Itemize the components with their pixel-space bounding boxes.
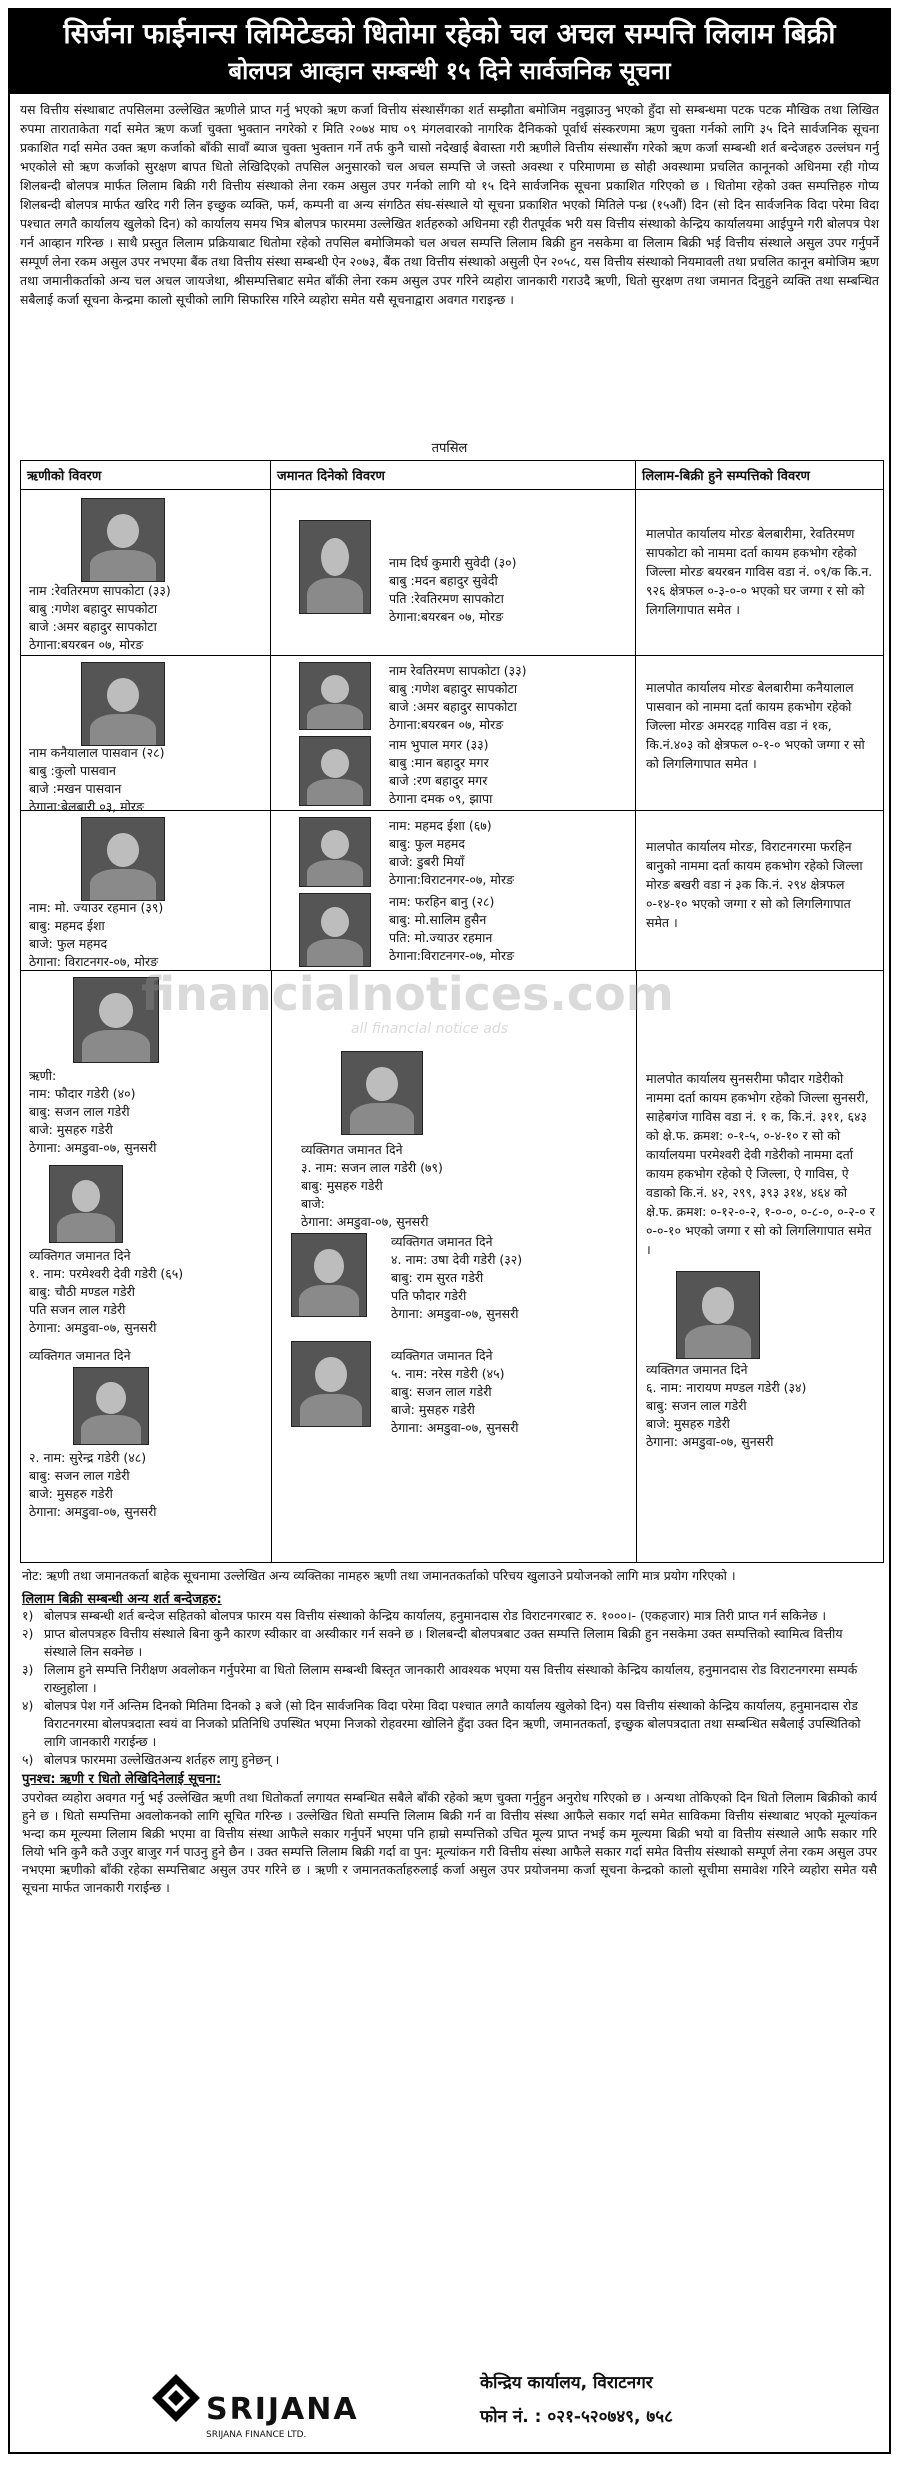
guarantor-details: व्यक्तिगत जमानत दिने ६. नाम: नारायण मण्डल गडेरी (३४) बाबु: सजन लाल गडेरी बाजे: मुसहरु गडेरी ठेगाना: अमडुवा-०७, सुनसरी — [646, 1362, 807, 1449]
property-cell — [636, 490, 884, 656]
guarantor-details: व्यक्तिगत जमानत दिने ३. नाम: सजन लाल गडेरी (७९) बाबु: मुसहरु गडेरी बाजे: ठेगाना: अमडुवा-०७, सुनसरी — [301, 1142, 443, 1229]
notice-page — [8, 8, 891, 2454]
list-item: २) प्राप्त बोलपत्रहरु वित्तीय संस्थाले बिना कुनै कारण स्वीकार वा अस्वीकार गर्न सक्ने छ । शिलबन्दी बोलपत्रबाट उक्त सम्पत्ति लिलाम बिक्री हुन नसकेमा उक्त सम्पत्तिको स्वामित्व वित्तीय संस्थाले लिन सक्नेछ । — [22, 1626, 843, 1659]
guarantor-photo — [291, 1233, 367, 1317]
property-cell — [636, 656, 884, 811]
borrower-cell — [21, 490, 271, 656]
col-header-property: लिलाम-बिक्री हुने सम्पत्तिको विवरण — [636, 461, 884, 490]
header-subtitle: बोलपत्र आव्हान सम्बन्धी १५ दिने सार्वजनिक सूचना — [228, 57, 671, 85]
borrower-details: नाम :रेवतिरमण सापकोटा (३३) बाबु :गणेश बहादुर सापकोटा बाजे :अमर बहादुर सापकोटा ठेगाना:बयरबन ०७, मोरङ — [29, 583, 171, 652]
header-title: सिर्जना फाईनान्स लिमिटेडको धितोमा रहेको चल अचल सम्पत्ति लिलाम बिक्री — [63, 17, 836, 50]
list-item: १) बोलपत्र सम्बन्धी शर्त बन्देज सहितको बोलपत्र फारम यस वित्तीय संस्थाको केन्द्रिय कार्यालय, हनुमानदास रोड विराटनगरबाट रु. १०००।- (एकहजार) मात्र तिरी प्राप्त गर्न सकिनेछ । — [22, 1608, 827, 1623]
list-item: ४) बोलपत्र पेश गर्ने अन्तिम दिनको मितिमा दिनको ३ बजे (सो दिन सार्वजनिक विदा परेमा विदा पश्चात लगतै कार्यालय खुलेको दिन) यस वित्तीय संस्थाको केन्द्रिय कार्यालय, हनुमानदास रोड विराटनगरमा बोलपत्रदाता स्वयं वा निजको प्रतिनिधि उपस्थित भएमा निजको रोहवरमा खोलिने हुँदा उक्त दिन ऋणी, जमानतकर्ता, इच्छुक बोलपत्रदाता तथा सम्बन्धित सबैलाई उपस्थितिको लागि जानकारी गराईन्छ । — [22, 1698, 861, 1749]
col-header-guarantor: जमानत दिनेको विवरण — [271, 461, 636, 490]
notice-title: पुनश्च: ऋणी र धितो लेखिदिनेलाई सूचना: — [22, 1772, 222, 1787]
guarantor-details: नाम दिर्घ कुमारी सुवेदी (३०) बाबु :मदन बहादुर सुवेदी पति :रेवतिरमण सापकोटा ठेगाना:बयरबन ०७, मोरङ — [389, 555, 517, 624]
details-table — [20, 460, 884, 1563]
borrower-details: नाम कनैयालाल पासवान (२८) बाबु :कुलो पासवान बाजे :मखन पासवान ठेगाना:बेलबारी ०३, मोरङ — [29, 745, 165, 814]
conditions-list — [10, 1607, 889, 1769]
guarantor-details: २. नाम: सुरेन्द्र गडेरी (४८) बाबु: सजन लाल गडेरी बाजे: मुसहरु गडेरी ठेगाना: अमडुवा-०७, सुनसरी — [29, 1450, 157, 1519]
guarantor-photo — [299, 893, 371, 967]
property-details: मालपोत कार्यालय मोरङ बेलबारीमा कनैयालाल पासवान को नाममा दर्ता कायम हकभोग रहेको जिल्ला मोरङ अमरदह गाविस वडा नं १क, कि.नं.४०३ को क्षेत्रफल ०-१-० भएको जग्गा र सो को लिगलिगापात समेत । — [646, 680, 865, 771]
notice-paragraph: उपरोक्त व्यहोरा अवगत गर्नु भई उल्लेखित ऋणी तथा धितोकर्ता लगायत सम्बन्धित सबैले बाँकी रहेको ऋण चुक्ता गर्नुहुन अनुरोध गरिएको छ । अन्यथा तोकिएको दिन धितो लिलाम बिक्रीको कार्य हुने छ । धितो सम्पत्तिमा अवलोकनको लागि सूचित गरिन्छ । उल्लेखित धितो सम्पत्ति लिलाम बिक्री गर्न वा वित्तीय संस्था आफैले सकार गर्दा समेत साविकमा वित्तीय संस्थाबाट भएको मूल्यांकन भन्दा कम मूल्यमा लिलाम बिक्री भएमा वा वित्तीय संस्था आफैले सकार गर्नुपर्ने भएमा पनि हाम्रो सम्पत्तिको उचित मूल्य प्राप्त नभई कम मूल्यमा बिक्री भयो वा वित्तीय संस्थाले आफै सकार गरि लियो भनि कुनै कतै उजुर बाजुर गर्न पाउनु हुने छैन । उक्त सम्पत्ति लिलाम बिक्री गर्दा वा पुन: मूल्यांकन गरी वित्तीय संस्था आफैले सकार गर्दा समेत वित्तीय संस्थाको सम्पूर्ण लेना रकम असुल उपर नभएमा ऋणीको बाँकी रहेका सम्पत्तिबाट असुल उपर गरिने छ । ऋणी र जमानतकर्ताहरुलाई कर्जा असुल उपर प्रयोजनमा कर्जा सूचना केन्द्रको कालो सूचीमा समावेश गरिने व्यहोरा समेत यसै सूचना मार्फत जानकारी गराईन्छ । — [22, 1790, 877, 1895]
intro-paragraph: यस वित्तीय संस्थाबाट तपसिलमा उल्लेखित ऋणीले प्राप्त गर्नु भएको ऋण कर्जा वित्तीय संस्थासँगका शर्त सम्झौता बमोजिम नवुझाउनु भएको हुँदा सो सम्बन्धमा पटक पटक मौखिक तथा लिखित रुपमा ताराताकेता गर्दा समेत ऋण कर्जा चुक्ता भुक्तान नगरेको र मिति २०७४ माघ ०९ मंगलवारको नागरिक दैनिकको पूर्वार्ध संस्करणमा ऋण चुक्ता गर्नको लागि ३५ दिने सार्वजनिक सूचना प्रकाशित गर्दा समेत उक्त ऋण कर्जाको बाँकी सावाँ ब्याज चुक्ता भुक्तान गर्ने तर्फ कुनै चासो नदेखाई बेवास्ता गरी ऋणीले वित्तीय संस्थासँग गरेको ऋण कर्जा सम्बन्धी शर्त बन्देजहरु उल्लंघन गर्नु भएकोले सो ऋण कर्जाको सुरक्षण बापत धितो लेखिदिएको तपसिल अनुसारको चल अचल सम्पत्ति जे जस्तो अवस्था र परिमाणमा छ सोही अवस्थामा प्रचलित कानूनको अधिनमा रही गोप्य शिलबन्दी बोलपत्र मार्फत लिलाम बिक्री गरी वित्तीय संस्थाको लेना रकम असुल उपर गर्नको लागि यो १५ दिने सार्वजनिक सूचना प्रकाशित गरिएको छ । धितोमा रहेको उक्त सम्पत्तिहरु गोप्य शिलबन्दी बोलपत्र मार्फत खरिद गरी लिन इच्छुक व्यक्ति, फर्म, कम्पनी वा अन्य संगठित संघ-संस्थाले यो सूचना प्रकाशित भएको मितिले पन्ध्र (१५औं) दिन (सो दिन सार्वजनिक विदा परेमा विदा पश्चात लगतै कार्यालय खुलेको दिन) को कार्यालय समय भित्र बोलपत्र फारममा उल्लेखित शर्तहरुको अधिनमा रही रीतपूर्वक भरी यस वित्तीय संस्थाको केन्द्रिय कार्यालयमा आईपुग्ने गरी बोलपत्र पेश गर्न आव्हान गरिन्छ । साथै प्रस्तुत लिलाम प्रक्रियाबाट धितोमा रहेको तपसिल बमोजिमको चल अचल सम्पत्ति लिलाम बिक्री हुन नसकेमा वा लिलाम बिक्री भई वित्तीय संस्थाले असुल उपर गर्नुपर्ने सम्पूर्ण लेना रकम असुल उपर नभएमा बैंक तथा वित्तीय संस्था सम्बन्धी ऐन २०७३, बैंक तथा वित्तीय संस्थाको असुली ऐन २०५८, यस वित्तीय संस्थाको नियमावली तथा प्रचलित कानून बमोजिम ऋण तथा जमानीकर्ताको अन्य चल अचल जायजेथा, श्रीसम्पत्तिबाट समेत बाँकी लेना रकम असुल उपर गरिने व्यहोरा जानकारी गराउदै ऋणी, धितो सुरक्षण तथा जमानत दिनुहुने व्यक्ति तथा सम्बन्धित सबैलाई कर्जा सूचना केन्द्रमा कालो सूचीको लागि सिफारिस गरिने व्यहोरा समेत यसै सूचनाद्वारा अवगत गराइन्छ । — [20, 102, 880, 307]
guarantor-details: नाम रेवतिरमण सापकोटा (३३) बाबु :गणेश बहादुर सापकोटा बाजे :अमर बहादुर सापकोटा ठेगाना:बयरबन ०७, मोरङ — [389, 663, 527, 732]
guarantor-details: नाम: महमद ईशा (६७) बाबु: फुल महमद बाजे: डुबरी मियाँ ठेगाना:विराटनगर-०७, मोरङ — [389, 818, 515, 887]
borrower-photo — [81, 662, 165, 746]
logo-subtext: SRIJANA FINANCE LTD. — [206, 2430, 307, 2440]
guarantor-details: नाम: फरहिन बानु (२८) बाबु: मो.सालिम हुसैन पति: मो.ज्याउर रहमान ठेगाना:विराटनगर-०७, मोरङ — [389, 894, 515, 963]
guarantor-details: व्यक्तिगत जमानत दिने १. नाम: परमेश्वरी देवी गडेरी (६५) बाबु: चौठी मण्डल गडेरी पति सजन लाल गडेरी ठेगाना: अमडुवा-०७, सुनसरी — [29, 1248, 184, 1335]
borrower-cell — [21, 811, 271, 971]
borrower-details: ऋणी: नाम: फौदार गडेरी (४०) बाबु: सजन लाल गडेरी बाजे: मुसहरु गडेरी ठेगाना: अमडुवा-०७, सुनसरी — [29, 1068, 157, 1155]
note: नोट: ऋणी तथा जमानतकर्ता बाहेक सूचनामा उल्लेखित अन्य व्यक्तिका नामहरु ऋणी तथा जमानतकर्ताको परिचय खुलाउने प्रयोजनको लागि मात्र प्रयोग गरिएको । — [22, 1568, 736, 1583]
guarantor-photo — [299, 520, 371, 614]
guarantor-details: व्यक्तिगत जमानत दिने ४. नाम: उषा देवी गडेरी (३२) बाबु: राम सुरत गडेरी पति फौदार गडेरी ठेगाना: अमडुवा-०७, सुनसरी — [391, 1234, 523, 1321]
footer — [10, 2360, 889, 2452]
guarantor-photo — [676, 1271, 760, 1359]
guarantor-details: नाम भुपाल मगर (३३) बाबु :मान बहादुर मगर बाजे :रण बहादुर मगर ठेगाना दमक ०९, झापा — [389, 737, 493, 806]
table-row — [21, 971, 884, 1563]
watermark: financialnotices.com — [141, 967, 674, 1021]
guarantor-photo — [291, 1341, 371, 1427]
list-item: ५) बोलपत्र फारममा उल्लेखितअन्य शर्तहरु लागु हुनेछन् । — [22, 1752, 280, 1767]
guarantor-photo — [299, 736, 371, 806]
logo-text: SRIJANA — [206, 2392, 359, 2427]
office-address: केन्द्रिय कार्यालय, विराटनगर — [480, 2373, 653, 2393]
borrower-photo — [81, 498, 165, 582]
srijana-logo-icon — [150, 2372, 202, 2424]
property-cell — [636, 811, 884, 971]
guarantor-cell — [271, 811, 636, 971]
list-item: ३) लिलाम हुने सम्पत्ति निरीक्षण अवलोकन गर्नुपरेमा वा धितो लिलाम सम्बन्धी बिस्तृत जानकारी आवश्यक भएमा यस वित्तीय संस्थाको केन्द्रिय कार्यालय, हनुमानदास रोड विराटनगरमा सम्पर्क राख्नुहोला । — [22, 1662, 858, 1695]
guarantor-details: व्यक्तिगत जमानत दिने ५. नाम: नरेस गडेरी (४५) बाबु: सजन लाल गडेरी बाजे: मुसहरु गडेरी ठेगाना: अमडुवा-०७, सुनसरी — [391, 1348, 519, 1435]
property-details: मालपोत कार्यालय मोरङ, विराटनगरमा फरहिन बानुको नाममा दर्ता कायम हकभोग रहेको जिल्ला मोरङ बखरी वडा नं ३क कि.नं. २९४ क्षेत्रफल ०-१४-१० भएको जग्गा र सो को लिगलिगापात समेत । — [646, 839, 863, 930]
borrower-cell — [21, 656, 271, 814]
borrower-details: नाम: मो. ज्याउर रहमान (३९) बाबु: महमद ईशा बाजे: फुल महमद ठेगाना: विराटनगर-०७, मोरङ — [29, 900, 164, 969]
borrower-photo — [81, 817, 165, 901]
header — [10, 10, 889, 94]
guarantor-cell — [271, 656, 636, 811]
guarantor-photo — [49, 1165, 123, 1243]
watermark-sub: all financial notice ads — [351, 1021, 509, 1037]
guarantor-photo — [73, 1367, 149, 1445]
property-details: मालपोत कार्यालय मोरङ बेलबारीमा, रेवतिरमण सापकोटा को नाममा दर्ता कायम हकभोग रहेको जिल्ला मोरङ बयरबन गाविस वडा नं. ०९/क कि.न. ९२६ क्षेत्रफल ०-३-०-० भएको घर जग्गा र सो को लिगलिगापात समेत । — [646, 526, 873, 617]
conditions-title: लिलाम बिक्री सम्बन्धी अन्य शर्त बन्देजहरु: — [22, 1592, 222, 1607]
tapsil-heading: तपसिल — [431, 441, 468, 456]
combined-cell — [21, 967, 884, 1563]
office-phone: फोन नं. : ०२१-५२०७४९, ७५८ — [480, 2407, 673, 2427]
guarantor-photo — [341, 1051, 423, 1135]
col-header-borrower: ऋणीको विवरण — [21, 461, 271, 490]
guarantor-photo — [299, 817, 371, 887]
property-details: मालपोत कार्यालय सुनसरीमा फौदार गडेरीको नाममा दर्ता कायम हकभोग रहेको जिल्ला सुनसरी, साहेबगंज गाविस वडा नं. १ क, कि.नं. ३११, ६४३ को क्षे.फ. क्रमश: ०-१-५, ०-४-१० र सो को कार्यालयमा परमेश्वरी देवी गडेरीको नाममा दर्ता कायम हकभोग रहेको ऐ जिल्ला, ऐ गाविस, ऐ वडाको कि.नं. ४२, २९९, ३९३ ३१४, ४६४ को क्षे.फ. क्रमश: ०-१२-०-२, १-०-०, ०-८-०, ०-२-० र ०-०-१० भएको जग्गा र सो को लिगलिगापात समेत । — [646, 1071, 875, 1257]
table-row — [21, 811, 884, 971]
guarantor-cell — [271, 490, 636, 656]
table-row — [21, 490, 884, 656]
guarantor-label: व्यक्तिगत जमानत दिने — [29, 1348, 131, 1363]
table-row — [21, 656, 884, 811]
guarantor-photo — [299, 662, 371, 730]
